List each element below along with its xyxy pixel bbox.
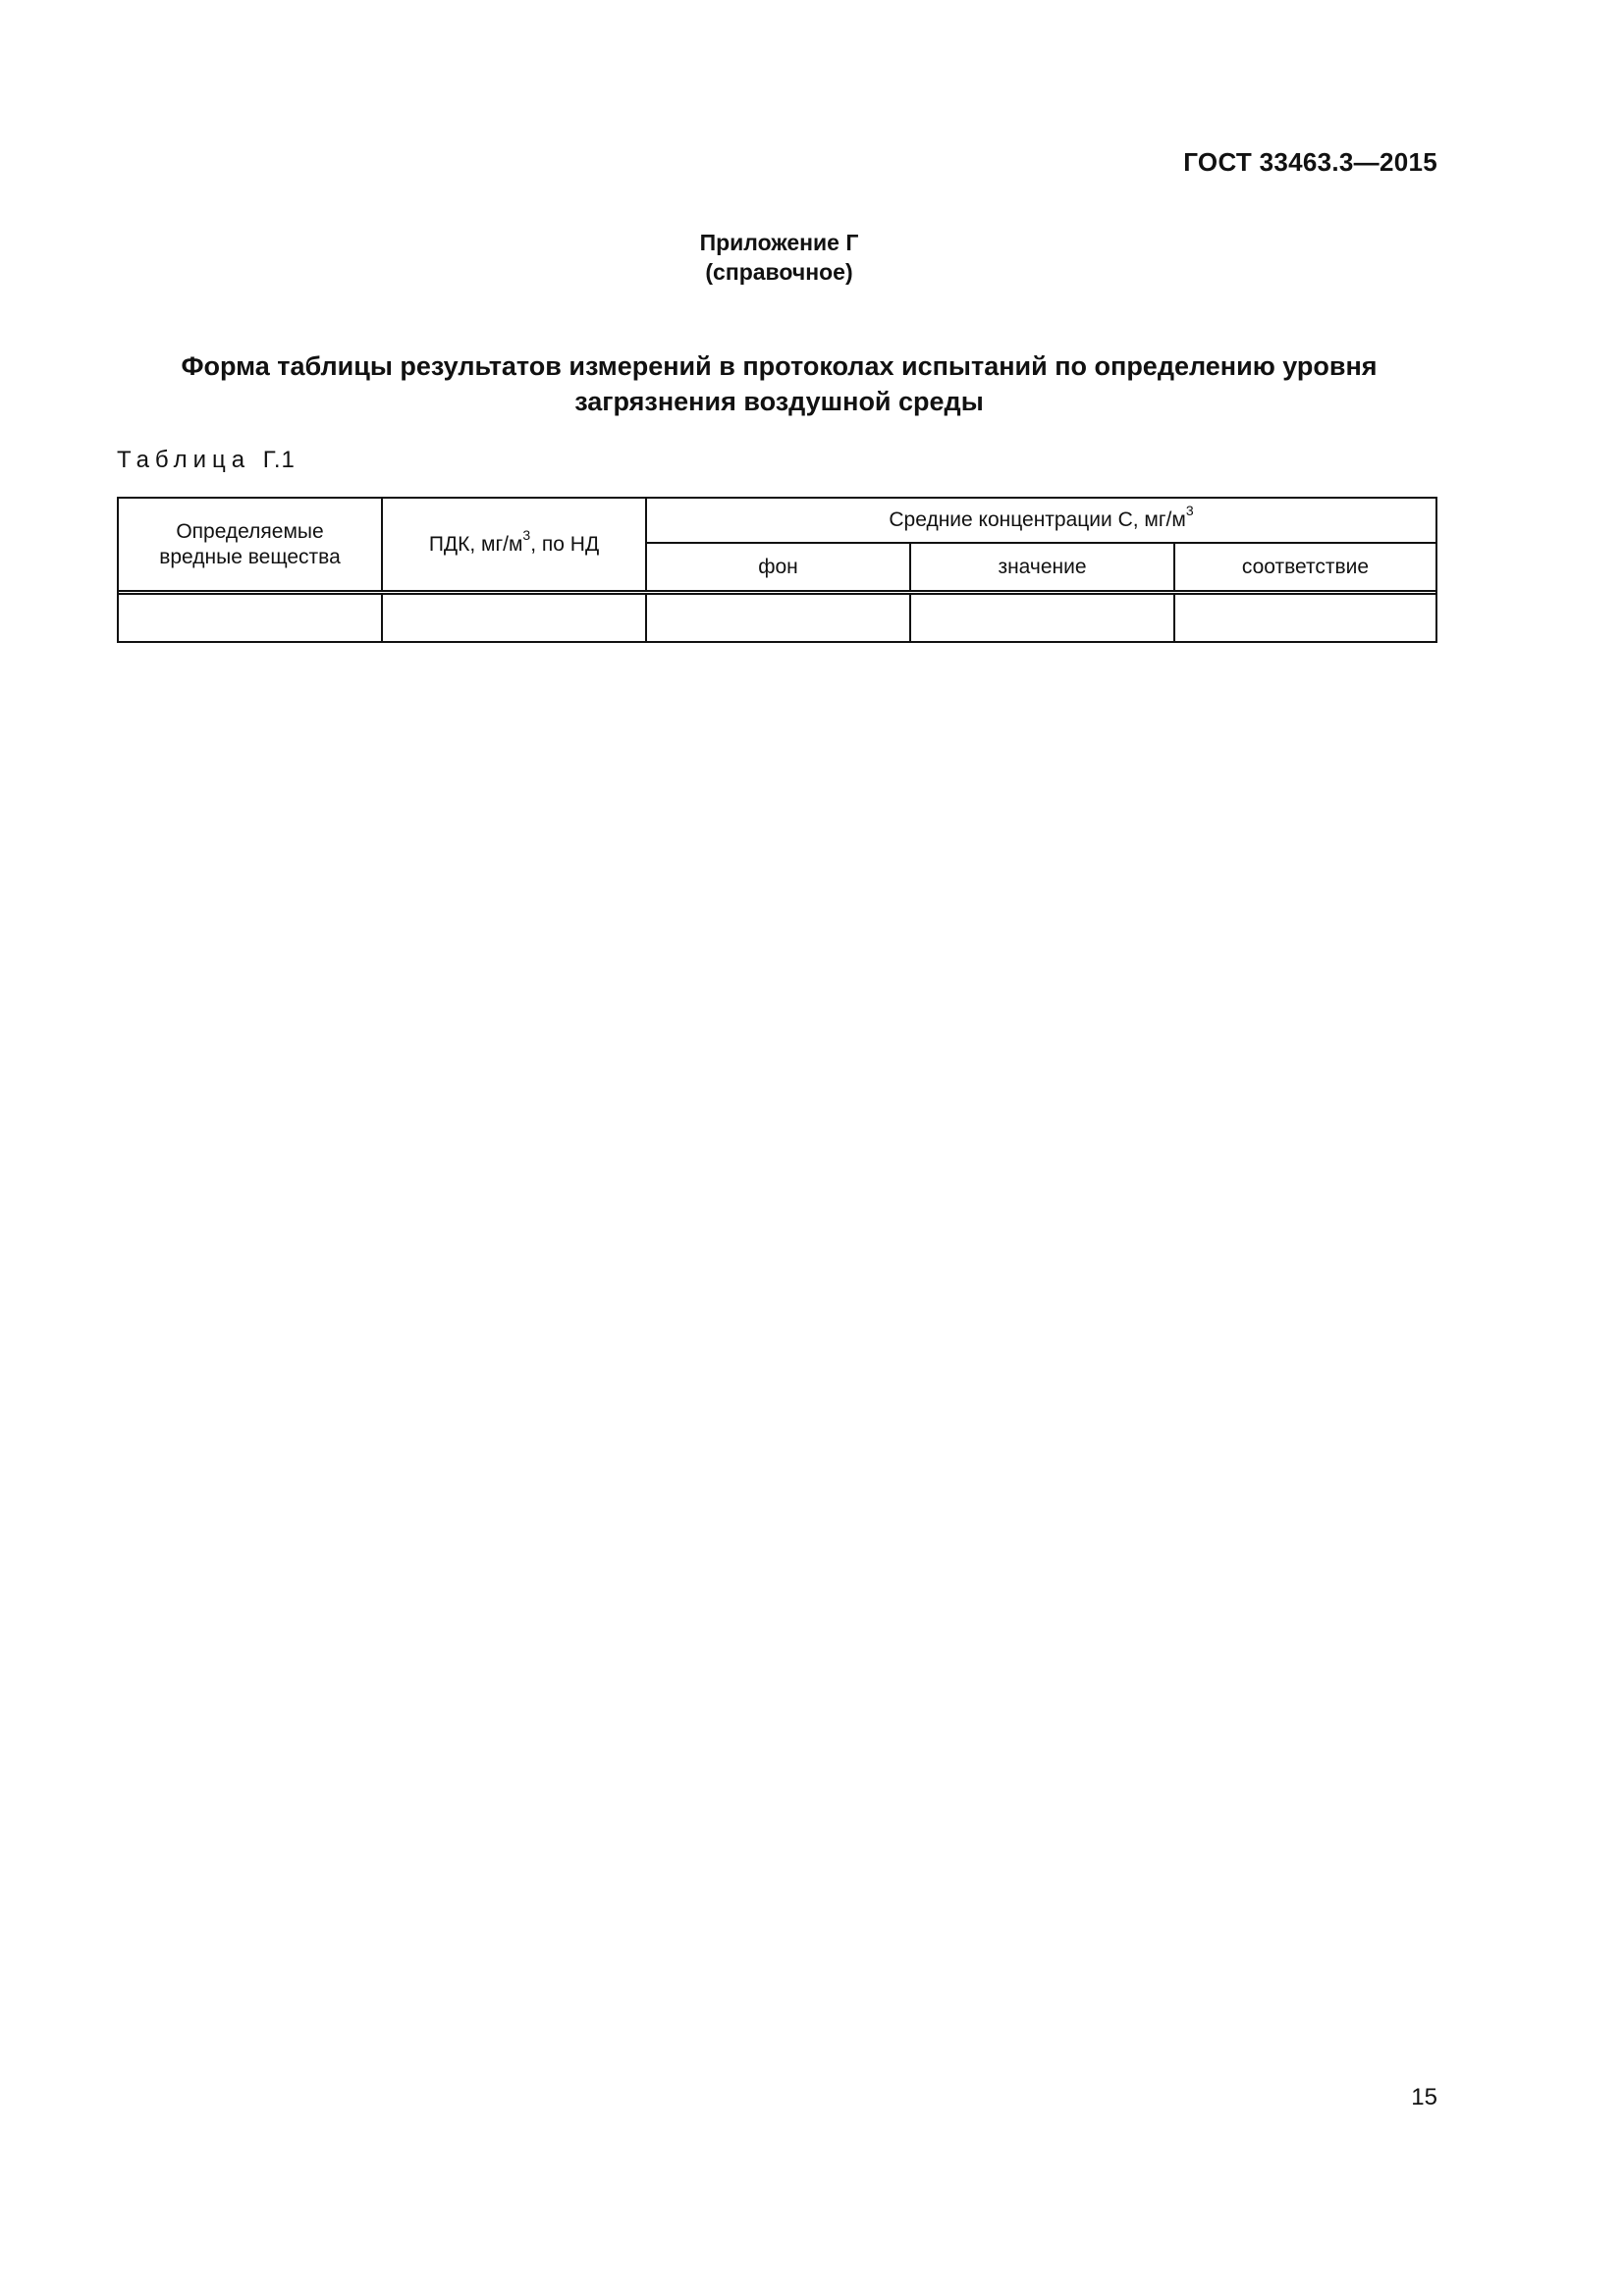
pdk-suffix: , по НД bbox=[530, 532, 600, 556]
table-cell-background bbox=[647, 595, 911, 641]
column-header-background: фон bbox=[647, 544, 911, 590]
section-heading-line-2: загрязнения воздушной среды bbox=[574, 387, 984, 416]
average-concentration-label: Средние концентрации С, мг/м bbox=[889, 508, 1186, 531]
annex-title: Приложение Г bbox=[699, 230, 859, 255]
table-cell-substance bbox=[119, 595, 383, 641]
column-header-compliance: соответствие bbox=[1241, 555, 1370, 578]
table-label-word: Таблица bbox=[117, 447, 251, 473]
average-concentration-exponent: 3 bbox=[1185, 503, 1194, 518]
table-label-number: Г.1 bbox=[262, 447, 296, 473]
table-row bbox=[119, 595, 1435, 641]
column-header-substances bbox=[119, 499, 383, 590]
pdk-label: ПДК, мг/м bbox=[428, 532, 523, 556]
column-header-substances-line-1: Определяемые bbox=[176, 519, 324, 543]
table-label bbox=[117, 447, 296, 474]
pdk-exponent: 3 bbox=[522, 526, 531, 543]
annex-type: (справочное) bbox=[705, 259, 853, 285]
table-cell-pdk bbox=[383, 595, 647, 641]
column-header-substances-line-2: вредные вещества bbox=[159, 545, 341, 568]
column-header-average-concentration bbox=[647, 499, 1435, 544]
table-cell-compliance bbox=[1175, 595, 1435, 641]
table-cell-value bbox=[911, 595, 1175, 641]
section-heading-line-1: Форма таблицы результатов измерений в протоколах испытаний по определению уровня bbox=[181, 351, 1378, 381]
results-table bbox=[117, 497, 1437, 643]
column-header-value: значение bbox=[911, 544, 1175, 590]
document-code: ГОСТ 33463.3—2015 bbox=[1183, 147, 1437, 177]
page-number: 15 bbox=[1411, 2084, 1437, 2110]
column-header-pdk bbox=[383, 499, 647, 590]
